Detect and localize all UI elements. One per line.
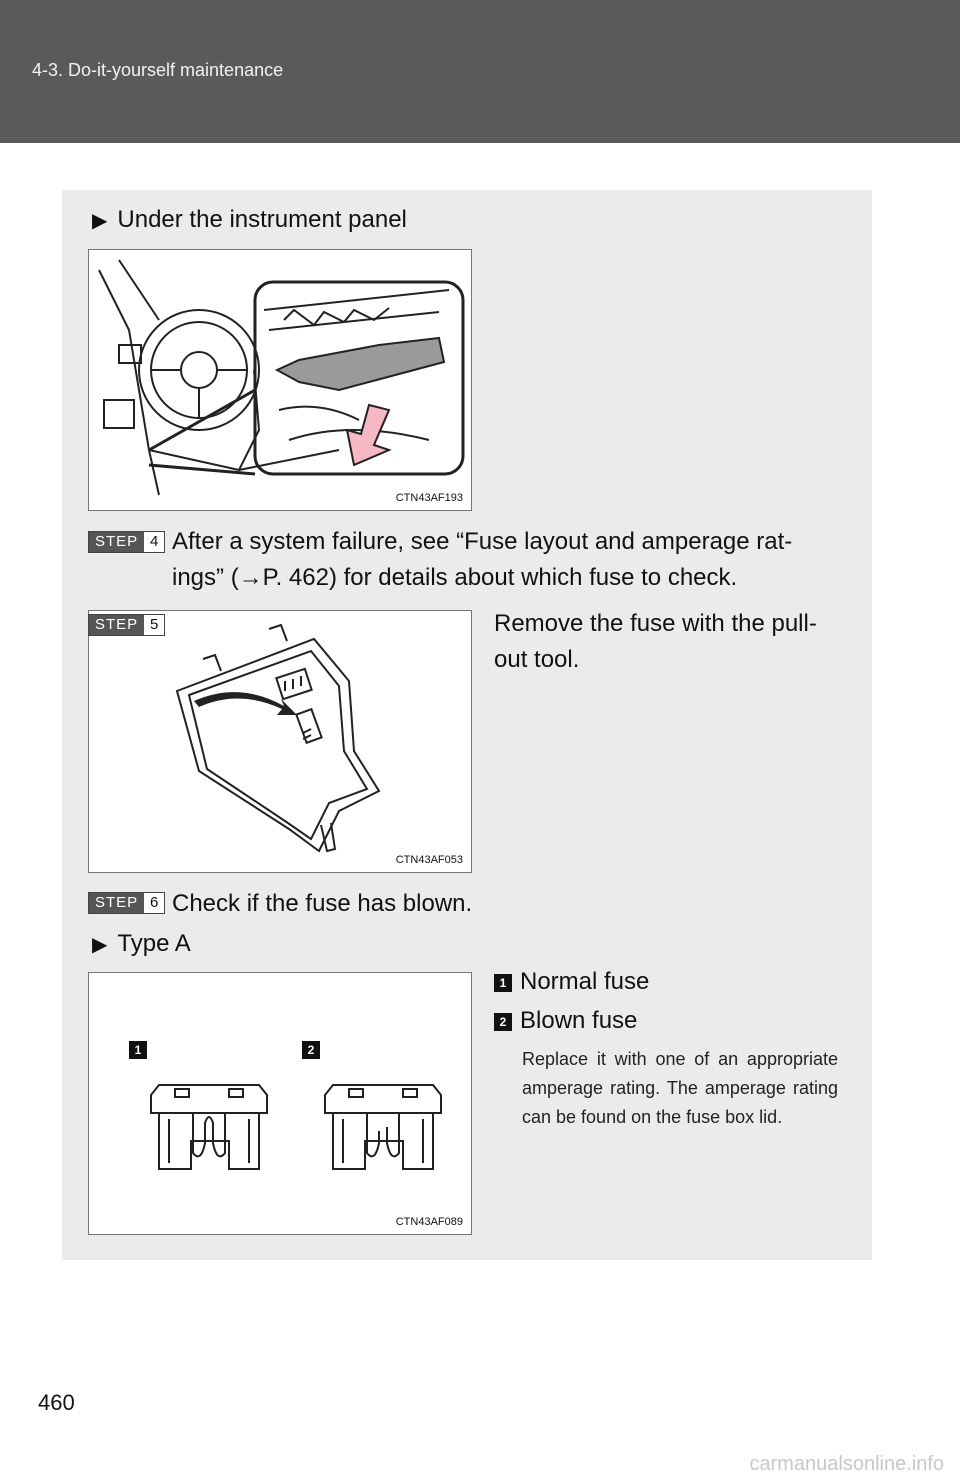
- page-number: 460: [38, 1390, 75, 1415]
- instrument-panel-illustration: [89, 250, 472, 511]
- figure-instrument-panel: [88, 249, 472, 511]
- section-title: 4-3. Do-it-yourself maintenance: [32, 60, 284, 80]
- step-5-badge: [88, 614, 165, 636]
- step-5-line-2: out tool.: [494, 646, 580, 673]
- number-badge: 1: [494, 974, 512, 992]
- step-4-line-1: After a system failure, see “Fuse layout and amperage rat-: [172, 528, 793, 555]
- step-5-line-1: Remove the fuse with the pull-: [494, 610, 817, 637]
- legend-text: Normal fuse: [520, 968, 650, 995]
- step-label: STEP: [89, 893, 144, 913]
- step-number: 6: [144, 893, 164, 913]
- subheading-type-a: [92, 926, 191, 963]
- legend-text: Blown fuse: [520, 1007, 638, 1034]
- step-4-badge: [88, 531, 165, 553]
- subheading-text: Under the instrument panel: [117, 206, 407, 233]
- figure-code: CTN43AF053: [395, 854, 463, 866]
- step-label: STEP: [89, 615, 144, 635]
- figure-fuse-box: [88, 610, 472, 873]
- step-number: 5: [144, 615, 164, 635]
- subheading-text: Type A: [117, 930, 191, 957]
- replace-note: Replace it with one of an appropriate amperage rating. The amperage rating can be found on the fuse box lid.: [522, 1049, 838, 1127]
- step-6-text: Check if the fuse has blown.: [172, 890, 473, 917]
- step-number: 4: [144, 532, 164, 552]
- number-badge: 1: [129, 1041, 147, 1059]
- number-badge: 2: [494, 1013, 512, 1031]
- fuse-comparison-illustration: [89, 973, 472, 1235]
- watermark: carmanualsonline.info: [749, 1453, 944, 1475]
- fuse-box-lid-illustration: [89, 611, 472, 873]
- legend-blown-fuse: [494, 1003, 637, 1039]
- step-4-line-2: ings” (→P. 462) for details about which fuse to check.: [172, 564, 738, 591]
- triangle-arrow-icon: ▶: [92, 210, 108, 232]
- figure-code: CTN43AF089: [395, 1216, 463, 1228]
- triangle-arrow-icon: ▶: [92, 934, 108, 956]
- page-header: [0, 0, 960, 143]
- step-label: STEP: [89, 532, 144, 552]
- figure-fuses: [88, 972, 472, 1235]
- step-6-badge: [88, 892, 165, 914]
- figure-code: CTN43AF193: [395, 492, 463, 504]
- subheading-under-panel: [92, 202, 407, 239]
- legend-normal-fuse: [494, 964, 649, 1000]
- number-badge: 2: [302, 1041, 320, 1059]
